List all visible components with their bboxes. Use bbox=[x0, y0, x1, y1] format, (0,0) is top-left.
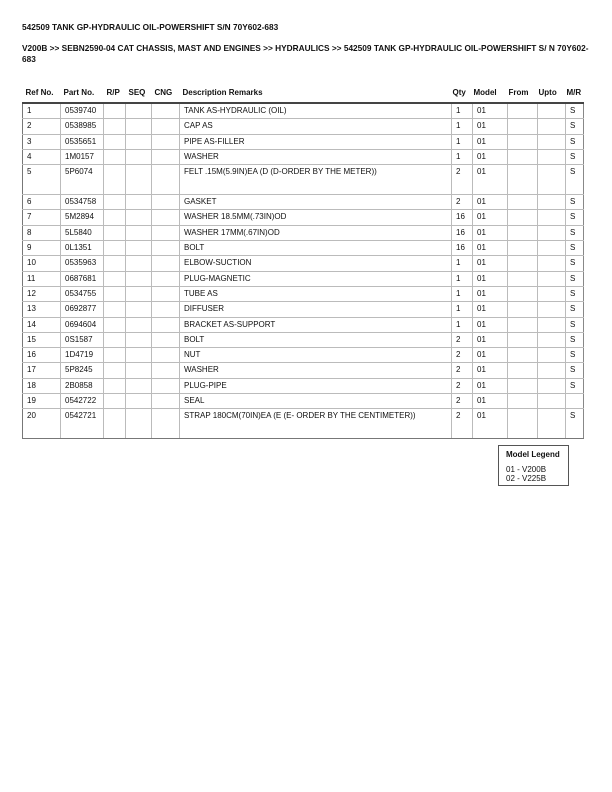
cell-mr: S bbox=[566, 195, 584, 210]
cell-cng bbox=[152, 149, 180, 164]
legend-item: 01 - V200B bbox=[506, 464, 547, 474]
cell-upto bbox=[538, 256, 566, 271]
cell-mr: S bbox=[566, 149, 584, 164]
cell-part: 5P6074 bbox=[61, 165, 104, 195]
cell-ref: 18 bbox=[23, 378, 61, 393]
column-header: CNG bbox=[152, 87, 180, 103]
cell-ref: 5 bbox=[23, 165, 61, 195]
cell-seq bbox=[126, 134, 152, 149]
cell-from bbox=[508, 394, 538, 409]
cell-desc: CAP AS bbox=[180, 119, 452, 134]
cell-model: 01 bbox=[473, 271, 508, 286]
cell-mr: S bbox=[566, 165, 584, 195]
cell-part: 1D4719 bbox=[61, 348, 104, 363]
cell-seq bbox=[126, 119, 152, 134]
column-header: Part No. bbox=[61, 87, 104, 103]
cell-upto bbox=[538, 210, 566, 225]
cell-cng bbox=[152, 103, 180, 119]
cell-model: 01 bbox=[473, 378, 508, 393]
table-row bbox=[23, 241, 584, 256]
cell-ref: 2 bbox=[23, 119, 61, 134]
cell-desc: BOLT bbox=[180, 241, 452, 256]
cell-seq bbox=[126, 256, 152, 271]
cell-seq bbox=[126, 149, 152, 164]
cell-model: 01 bbox=[473, 119, 508, 134]
cell-qty: 2 bbox=[452, 332, 473, 347]
cell-model: 01 bbox=[473, 332, 508, 347]
cell-cng bbox=[152, 119, 180, 134]
cell-seq bbox=[126, 195, 152, 210]
cell-ref: 4 bbox=[23, 149, 61, 164]
cell-from bbox=[508, 409, 538, 439]
cell-model: 01 bbox=[473, 134, 508, 149]
cell-seq bbox=[126, 394, 152, 409]
cell-qty: 1 bbox=[452, 286, 473, 301]
cell-seq bbox=[126, 271, 152, 286]
cell-cng bbox=[152, 241, 180, 256]
cell-seq bbox=[126, 286, 152, 301]
cell-part: 0542721 bbox=[61, 409, 104, 439]
cell-mr: S bbox=[566, 119, 584, 134]
cell-ref: 12 bbox=[23, 286, 61, 301]
column-header: Description Remarks bbox=[180, 87, 452, 103]
cell-desc: DIFFUSER bbox=[180, 302, 452, 317]
cell-rp bbox=[104, 241, 126, 256]
cell-model: 01 bbox=[473, 241, 508, 256]
cell-from bbox=[508, 241, 538, 256]
table-row bbox=[23, 302, 584, 317]
cell-ref: 14 bbox=[23, 317, 61, 332]
cell-upto bbox=[538, 225, 566, 240]
table-row bbox=[23, 363, 584, 378]
cell-from bbox=[508, 317, 538, 332]
cell-from bbox=[508, 363, 538, 378]
cell-part: 5P8245 bbox=[61, 363, 104, 378]
cell-cng bbox=[152, 317, 180, 332]
cell-part: 0S1587 bbox=[61, 332, 104, 347]
cell-ref: 9 bbox=[23, 241, 61, 256]
cell-mr bbox=[566, 394, 584, 409]
cell-model: 01 bbox=[473, 348, 508, 363]
cell-ref: 13 bbox=[23, 302, 61, 317]
cell-rp bbox=[104, 225, 126, 240]
table-row bbox=[23, 149, 584, 164]
cell-mr: S bbox=[566, 103, 584, 119]
table-row bbox=[23, 103, 584, 119]
cell-desc: FELT .15M(5.9IN)EA (D (D-ORDER BY THE METER)) bbox=[180, 165, 452, 195]
cell-rp bbox=[104, 149, 126, 164]
cell-mr: S bbox=[566, 409, 584, 439]
cell-rp bbox=[104, 119, 126, 134]
cell-seq bbox=[126, 378, 152, 393]
cell-upto bbox=[538, 363, 566, 378]
cell-upto bbox=[538, 119, 566, 134]
cell-part: 0692877 bbox=[61, 302, 104, 317]
cell-desc: PLUG-PIPE bbox=[180, 378, 452, 393]
cell-seq bbox=[126, 409, 152, 439]
cell-rp bbox=[104, 332, 126, 347]
cell-from bbox=[508, 286, 538, 301]
cell-desc: PIPE AS-FILLER bbox=[180, 134, 452, 149]
cell-mr: S bbox=[566, 134, 584, 149]
cell-desc: BOLT bbox=[180, 332, 452, 347]
column-header: From bbox=[508, 87, 538, 103]
cell-ref: 1 bbox=[23, 103, 61, 119]
cell-ref: 7 bbox=[23, 210, 61, 225]
cell-mr: S bbox=[566, 302, 584, 317]
table-row bbox=[23, 119, 584, 134]
cell-upto bbox=[538, 302, 566, 317]
cell-part: 0538985 bbox=[61, 119, 104, 134]
cell-model: 01 bbox=[473, 256, 508, 271]
cell-ref: 3 bbox=[23, 134, 61, 149]
cell-mr: S bbox=[566, 286, 584, 301]
cell-from bbox=[508, 165, 538, 195]
cell-ref: 16 bbox=[23, 348, 61, 363]
cell-ref: 15 bbox=[23, 332, 61, 347]
legend-item: 02 - V225B bbox=[506, 474, 547, 483]
cell-seq bbox=[126, 332, 152, 347]
cell-cng bbox=[152, 195, 180, 210]
cell-qty: 1 bbox=[452, 317, 473, 332]
cell-rp bbox=[104, 195, 126, 210]
cell-qty: 16 bbox=[452, 225, 473, 240]
table-row bbox=[23, 271, 584, 286]
cell-cng bbox=[152, 271, 180, 286]
cell-from bbox=[508, 256, 538, 271]
cell-upto bbox=[538, 271, 566, 286]
table-row bbox=[23, 195, 584, 210]
cell-from bbox=[508, 149, 538, 164]
cell-upto bbox=[538, 317, 566, 332]
table-row bbox=[23, 165, 584, 195]
cell-model: 01 bbox=[473, 195, 508, 210]
cell-desc: STRAP 180CM(70IN)EA (E (E- ORDER BY THE CENTIMETER)) bbox=[180, 409, 452, 439]
cell-seq bbox=[126, 210, 152, 225]
cell-upto bbox=[538, 286, 566, 301]
cell-qty: 16 bbox=[452, 210, 473, 225]
cell-qty: 2 bbox=[452, 378, 473, 393]
cell-from bbox=[508, 103, 538, 119]
cell-seq bbox=[126, 348, 152, 363]
cell-from bbox=[508, 302, 538, 317]
cell-rp bbox=[104, 378, 126, 393]
cell-mr: S bbox=[566, 241, 584, 256]
cell-ref: 10 bbox=[23, 256, 61, 271]
legend-title: Model Legend bbox=[506, 450, 560, 459]
cell-rp bbox=[104, 210, 126, 225]
cell-part: 0534758 bbox=[61, 195, 104, 210]
cell-desc: TUBE AS bbox=[180, 286, 452, 301]
cell-from bbox=[508, 119, 538, 134]
cell-upto bbox=[538, 332, 566, 347]
cell-upto bbox=[538, 409, 566, 439]
cell-from bbox=[508, 134, 538, 149]
cell-desc: WASHER bbox=[180, 363, 452, 378]
cell-part: 0535651 bbox=[61, 134, 104, 149]
cell-qty: 16 bbox=[452, 241, 473, 256]
table-row bbox=[23, 332, 584, 347]
cell-qty: 2 bbox=[452, 363, 473, 378]
cell-desc: WASHER 17MM(.67IN)OD bbox=[180, 225, 452, 240]
cell-desc: GASKET bbox=[180, 195, 452, 210]
cell-from bbox=[508, 271, 538, 286]
cell-upto bbox=[538, 394, 566, 409]
cell-part: 5M2894 bbox=[61, 210, 104, 225]
cell-qty: 2 bbox=[452, 195, 473, 210]
cell-ref: 11 bbox=[23, 271, 61, 286]
cell-part: 0535963 bbox=[61, 256, 104, 271]
cell-model: 01 bbox=[473, 409, 508, 439]
cell-mr: S bbox=[566, 271, 584, 286]
cell-model: 01 bbox=[473, 394, 508, 409]
cell-cng bbox=[152, 394, 180, 409]
cell-cng bbox=[152, 363, 180, 378]
cell-mr: S bbox=[566, 363, 584, 378]
cell-model: 01 bbox=[473, 103, 508, 119]
cell-cng bbox=[152, 225, 180, 240]
cell-upto bbox=[538, 348, 566, 363]
cell-mr: S bbox=[566, 332, 584, 347]
cell-mr: S bbox=[566, 256, 584, 271]
cell-seq bbox=[126, 302, 152, 317]
table-row bbox=[23, 286, 584, 301]
cell-qty: 1 bbox=[452, 256, 473, 271]
cell-from bbox=[508, 210, 538, 225]
cell-ref: 19 bbox=[23, 394, 61, 409]
cell-rp bbox=[104, 394, 126, 409]
cell-part: 0542722 bbox=[61, 394, 104, 409]
model-legend bbox=[498, 445, 569, 486]
cell-desc: BRACKET AS-SUPPORT bbox=[180, 317, 452, 332]
cell-part: 0L1351 bbox=[61, 241, 104, 256]
cell-part: 0694604 bbox=[61, 317, 104, 332]
table-row bbox=[23, 378, 584, 393]
cell-qty: 1 bbox=[452, 149, 473, 164]
parts-table bbox=[22, 87, 584, 439]
column-header: Ref No. bbox=[23, 87, 61, 103]
cell-upto bbox=[538, 241, 566, 256]
cell-model: 01 bbox=[473, 149, 508, 164]
cell-part: 1M0157 bbox=[61, 149, 104, 164]
cell-upto bbox=[538, 149, 566, 164]
cell-cng bbox=[152, 286, 180, 301]
cell-mr: S bbox=[566, 225, 584, 240]
cell-upto bbox=[538, 103, 566, 119]
column-header: SEQ bbox=[126, 87, 152, 103]
column-header: Model bbox=[473, 87, 508, 103]
cell-desc: WASHER bbox=[180, 149, 452, 164]
cell-from bbox=[508, 225, 538, 240]
cell-rp bbox=[104, 363, 126, 378]
cell-model: 01 bbox=[473, 286, 508, 301]
cell-ref: 17 bbox=[23, 363, 61, 378]
cell-from bbox=[508, 348, 538, 363]
cell-cng bbox=[152, 348, 180, 363]
cell-desc: WASHER 18.5MM(.73IN)OD bbox=[180, 210, 452, 225]
cell-model: 01 bbox=[473, 225, 508, 240]
cell-rp bbox=[104, 271, 126, 286]
cell-upto bbox=[538, 134, 566, 149]
cell-model: 01 bbox=[473, 363, 508, 378]
cell-model: 01 bbox=[473, 165, 508, 195]
column-header: M/R bbox=[566, 87, 584, 103]
cell-cng bbox=[152, 210, 180, 225]
cell-upto bbox=[538, 378, 566, 393]
table-row bbox=[23, 134, 584, 149]
cell-from bbox=[508, 332, 538, 347]
cell-cng bbox=[152, 332, 180, 347]
cell-desc: ELBOW-SUCTION bbox=[180, 256, 452, 271]
cell-rp bbox=[104, 317, 126, 332]
table-header bbox=[23, 87, 584, 103]
table-row bbox=[23, 348, 584, 363]
cell-desc: TANK AS-HYDRAULIC (OIL) bbox=[180, 103, 452, 119]
cell-qty: 2 bbox=[452, 348, 473, 363]
cell-qty: 1 bbox=[452, 134, 473, 149]
cell-seq bbox=[126, 225, 152, 240]
cell-rp bbox=[104, 103, 126, 119]
table-row bbox=[23, 210, 584, 225]
cell-desc: NUT bbox=[180, 348, 452, 363]
cell-qty: 1 bbox=[452, 103, 473, 119]
cell-mr: S bbox=[566, 210, 584, 225]
cell-cng bbox=[152, 134, 180, 149]
table-row bbox=[23, 394, 584, 409]
cell-seq bbox=[126, 165, 152, 195]
cell-rp bbox=[104, 348, 126, 363]
column-header: Qty bbox=[452, 87, 473, 103]
table-row bbox=[23, 225, 584, 240]
cell-part: 5L5840 bbox=[61, 225, 104, 240]
table-row bbox=[23, 256, 584, 271]
cell-model: 01 bbox=[473, 210, 508, 225]
cell-rp bbox=[104, 302, 126, 317]
cell-rp bbox=[104, 286, 126, 301]
cell-ref: 20 bbox=[23, 409, 61, 439]
cell-desc: SEAL bbox=[180, 394, 452, 409]
column-header: R/P bbox=[104, 87, 126, 103]
cell-seq bbox=[126, 103, 152, 119]
cell-part: 2B0858 bbox=[61, 378, 104, 393]
cell-qty: 2 bbox=[452, 165, 473, 195]
cell-seq bbox=[126, 317, 152, 332]
cell-part: 0687681 bbox=[61, 271, 104, 286]
cell-rp bbox=[104, 165, 126, 195]
cell-qty: 1 bbox=[452, 119, 473, 134]
breadcrumb: V200B >> SEBN2590-04 CAT CHASSIS, MAST AND ENGINES >> HYDRAULICS >> 542509 TANK GP-HYDRAULIC OIL-POWERSHIFT S/ N 70Y602-683 bbox=[22, 43, 589, 64]
cell-seq bbox=[126, 241, 152, 256]
cell-ref: 8 bbox=[23, 225, 61, 240]
table-row bbox=[23, 409, 584, 439]
cell-rp bbox=[104, 409, 126, 439]
cell-desc: PLUG-MAGNETIC bbox=[180, 271, 452, 286]
cell-part: 0539740 bbox=[61, 103, 104, 119]
cell-qty: 2 bbox=[452, 409, 473, 439]
cell-qty: 1 bbox=[452, 271, 473, 286]
column-header: Upto bbox=[538, 87, 566, 103]
page-title: 542509 TANK GP-HYDRAULIC OIL-POWERSHIFT S/N 70Y602-683 bbox=[22, 22, 279, 32]
cell-qty: 1 bbox=[452, 302, 473, 317]
cell-cng bbox=[152, 409, 180, 439]
cell-from bbox=[508, 378, 538, 393]
table-row bbox=[23, 317, 584, 332]
cell-cng bbox=[152, 378, 180, 393]
cell-rp bbox=[104, 134, 126, 149]
cell-from bbox=[508, 195, 538, 210]
cell-upto bbox=[538, 165, 566, 195]
cell-cng bbox=[152, 256, 180, 271]
cell-model: 01 bbox=[473, 317, 508, 332]
cell-part: 0534755 bbox=[61, 286, 104, 301]
cell-cng bbox=[152, 302, 180, 317]
cell-seq bbox=[126, 363, 152, 378]
cell-mr: S bbox=[566, 317, 584, 332]
cell-qty: 2 bbox=[452, 394, 473, 409]
cell-mr: S bbox=[566, 348, 584, 363]
cell-rp bbox=[104, 256, 126, 271]
cell-upto bbox=[538, 195, 566, 210]
cell-model: 01 bbox=[473, 302, 508, 317]
cell-ref: 6 bbox=[23, 195, 61, 210]
cell-mr: S bbox=[566, 378, 584, 393]
cell-cng bbox=[152, 165, 180, 195]
